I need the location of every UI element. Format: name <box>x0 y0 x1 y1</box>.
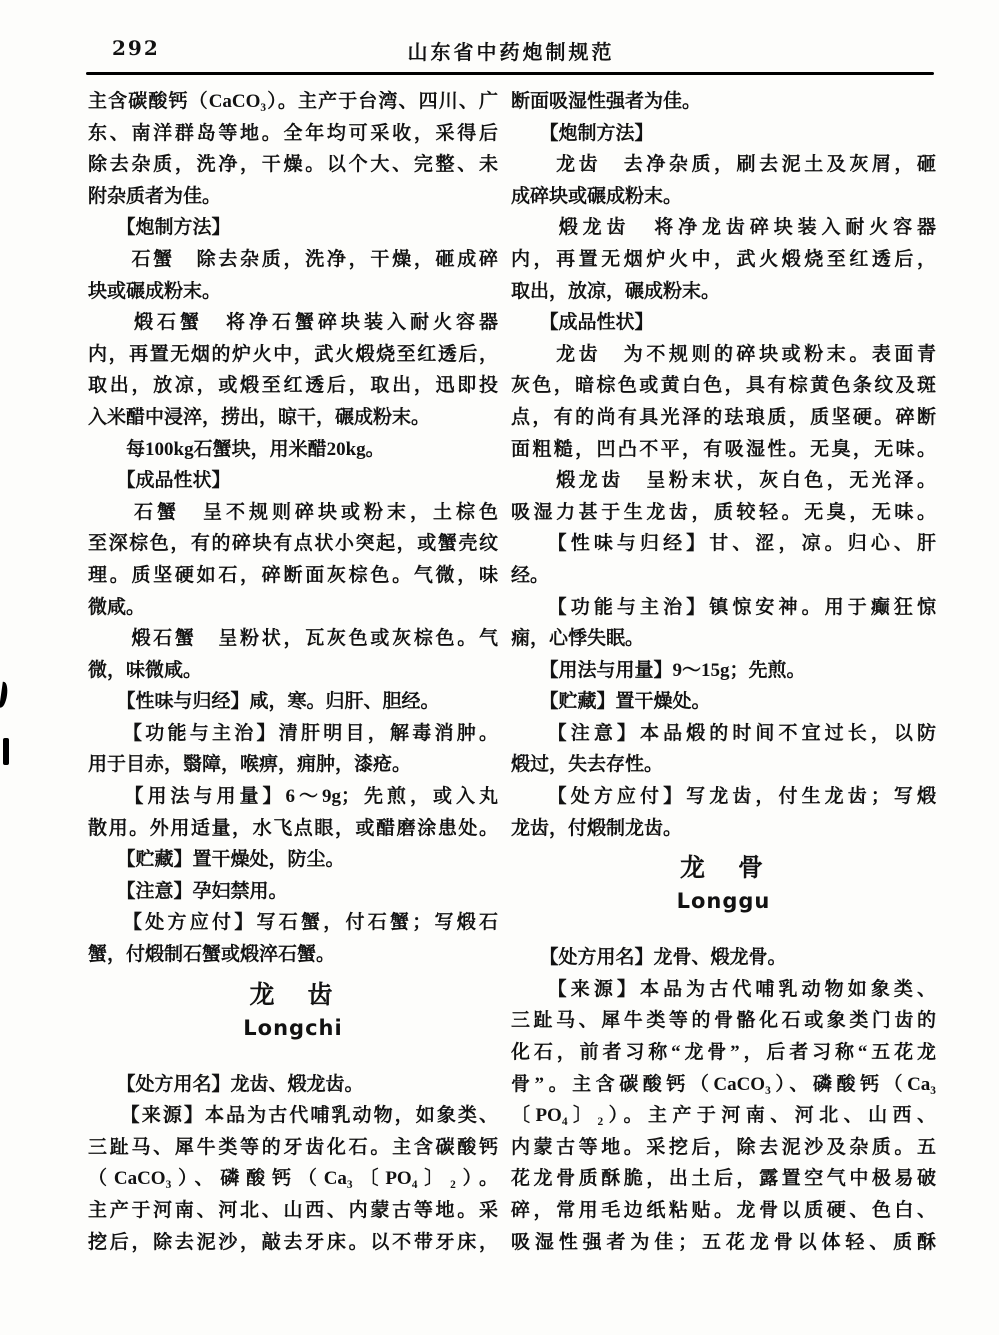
text-line: 煅石蟹 呈粉状，瓦灰色或灰棕色。气 <box>88 628 498 650</box>
text-line: 龙齿 为不规则的碎块或粉末。表面青 <box>511 343 936 365</box>
text-line: 内，再置无烟的炉火中，武火煅烧至红透后， <box>88 343 498 365</box>
text-line: 三趾马、犀牛类等的骨骼化石或象类门齿的 <box>511 1010 936 1032</box>
text-line: 吸湿力甚于生龙齿，质较轻。无臭，无味。 <box>511 501 936 523</box>
longchi-section-heading <box>88 979 498 1043</box>
text-line: 【炮制方法】 <box>511 122 654 144</box>
text-line: 成碎块或碾成粉末。 <box>511 185 683 207</box>
text-line: 取出，放凉，碾成粉末。 <box>511 280 721 302</box>
text-line: 【来源】本品为古代哺乳动物，如象类、 <box>88 1105 498 1127</box>
text-line: 龙齿 去净杂质，刷去泥土及灰屑，砸 <box>511 154 936 176</box>
text-line: 煅龙齿 将净龙齿碎块装入耐火容器 <box>511 217 936 239</box>
text-line: 【成品性状】 <box>511 312 654 334</box>
text-line: 【处方用名】龙骨、煅龙骨。 <box>511 947 787 969</box>
text-line: 三趾马、犀牛类等的牙齿化石。主含碳酸钙 <box>88 1136 498 1158</box>
text-line: 主含碳酸钙（CaCO₃）。主产于台湾、四川、广 <box>88 91 498 112</box>
text-line: 【处方应付】写龙齿，付生龙齿；写煅 <box>511 786 936 808</box>
text-line: 点，有的尚有具光泽的珐琅质，质坚硬。碎断 <box>511 406 936 428</box>
text-line: 用于目赤，翳障，喉痹，痈肿，漆疮。 <box>88 754 412 776</box>
left-column <box>88 86 498 1258</box>
text-line: 煅过，失去存性。 <box>511 754 664 776</box>
page-body <box>88 86 936 1258</box>
text-line: 化石，前者习称“龙骨”，后者习称“五花龙 <box>511 1042 936 1064</box>
text-line: 石蟹 呈不规则碎块或粉末，土棕色 <box>88 501 498 523</box>
text-line: 【功能与主治】清肝明目，解毒消肿。 <box>88 722 498 744</box>
text-line: （CaCO₃）、磷酸钙（Ca₃〔PO₄〕₂）。 <box>88 1168 498 1190</box>
text-line: 【注意】本品煅的时间不宜过长，以防 <box>511 722 936 744</box>
text-line: 【性味与归经】甘、涩，凉。归心、肝 <box>511 533 936 555</box>
longchi-title: 龙 齿 <box>249 981 337 1009</box>
text-line: 散用。外用适量，水飞点眼，或醋磨涂患处。 <box>88 817 498 839</box>
longgu-title: 龙 骨 <box>679 855 767 883</box>
text-line: 经。 <box>511 564 550 586</box>
text-line: 石蟹 除去杂质，洗净，干燥，砸成碎 <box>88 248 498 270</box>
text-line: 面粗糙，凹凸不平，有吸湿性。无臭，无味。 <box>511 438 936 460</box>
longgu-section-heading <box>511 852 936 916</box>
text-line: 【来源】本品为古代哺乳动物如象类、 <box>511 978 936 1000</box>
text-line: 【处方应付】写石蟹，付石蟹；写煅石 <box>88 912 498 934</box>
page-header <box>88 36 934 64</box>
text-line: 【贮藏】置干燥处，防尘。 <box>88 849 345 871</box>
text-line: 吸湿性强者为佳；五花龙骨以体轻、质酥 <box>511 1231 936 1253</box>
text-line: 主产于河南、河北、山西、内蒙古等地。采 <box>88 1200 498 1221</box>
longchi-entry-text-left <box>88 1069 498 1259</box>
text-line: 【用法与用量】9～15g；先煎。 <box>511 659 806 681</box>
text-line: 【炮制方法】 <box>88 217 231 239</box>
longchi-pinyin: Longchi <box>243 1015 343 1040</box>
text-line: 【成品性状】 <box>88 470 231 492</box>
text-line: 痫，心悸失眠。 <box>511 628 645 650</box>
text-line: 【贮藏】置干燥处。 <box>511 691 711 713</box>
longgu-entry-text <box>511 942 936 1258</box>
text-line: 每100kg石蟹块，用米醋20kg。 <box>88 438 385 460</box>
text-line: 内蒙古等地。采挖后，除去泥沙及杂质。五 <box>511 1136 936 1158</box>
text-line: 煅石蟹 将净石蟹碎块装入耐火容器 <box>88 312 498 334</box>
text-line: 东、南洋群岛等地。全年均可采收，采得后 <box>88 122 498 144</box>
text-line: 附杂质者为佳。 <box>88 185 222 207</box>
scan-ink-mark <box>0 682 9 709</box>
running-head-title: 山东省中药炮制规范 <box>407 42 615 64</box>
text-line: 块或碾成粉末。 <box>88 280 222 302</box>
longchi-entry-text-right <box>511 86 936 844</box>
right-column <box>511 86 936 1258</box>
text-line: 【功能与主治】镇惊安神。用于癫狂惊 <box>511 596 936 618</box>
longgu-pinyin: Longgu <box>676 889 771 914</box>
text-line: 【注意】孕妇禁用。 <box>88 880 288 902</box>
text-line: 微，味微咸。 <box>88 659 203 681</box>
text-line: 【处方用名】龙齿、煅龙齿。 <box>88 1073 364 1095</box>
text-line: 至深棕色，有的碎块有点状小突起，或蟹壳纹 <box>88 533 498 555</box>
text-line: 断面吸湿性强者为佳。 <box>511 91 702 112</box>
text-line: 蟹，付煅制石蟹或煅淬石蟹。 <box>88 944 336 966</box>
text-line: 花龙骨质酥脆，出土后，露置空气中极易破 <box>511 1168 936 1190</box>
text-line: 碎，常用毛边纸粘贴。龙骨以质硬、色白、 <box>511 1200 936 1221</box>
text-line: 〔PO₄〕₂）。主产于河南、河北、山西、 <box>511 1105 936 1127</box>
text-line: 挖后，除去泥沙，敲去牙床。以不带牙床， <box>88 1231 498 1253</box>
text-line: 骨”。主含碳酸钙（CaCO₃）、磷酸钙（Ca₃ <box>511 1073 936 1095</box>
scan-ink-mark <box>3 738 9 765</box>
text-line: 理。质坚硬如石，碎断面灰棕色。气微，味 <box>88 564 498 586</box>
text-line: 取出，放凉，或煅至红透后，取出，迅即投 <box>88 375 498 397</box>
text-line: 入米醋中浸淬，捞出，晾干，碾成粉末。 <box>88 406 431 428</box>
header-divider-rule <box>86 72 934 75</box>
text-line: 煅龙齿 呈粉末状，灰白色，无光泽。 <box>511 470 936 492</box>
shixie-continued-text <box>88 86 498 971</box>
text-line: 微咸。 <box>88 596 146 618</box>
page-number: 292 <box>112 36 160 60</box>
text-line: 灰色，暗棕色或黄白色，具有棕黄色条纹及斑 <box>511 375 936 397</box>
text-line: 【性味与归经】咸，寒。归肝、胆经。 <box>88 691 440 713</box>
text-line: 龙齿，付煅制龙齿。 <box>511 817 683 839</box>
text-line: 除去杂质，洗净，干燥。以个大、完整、未 <box>88 154 498 176</box>
text-line: 【用法与用量】6～9g；先煎，或入丸 <box>88 786 498 808</box>
text-line: 内，再置无烟炉火中，武火煅烧至红透后， <box>511 248 936 270</box>
